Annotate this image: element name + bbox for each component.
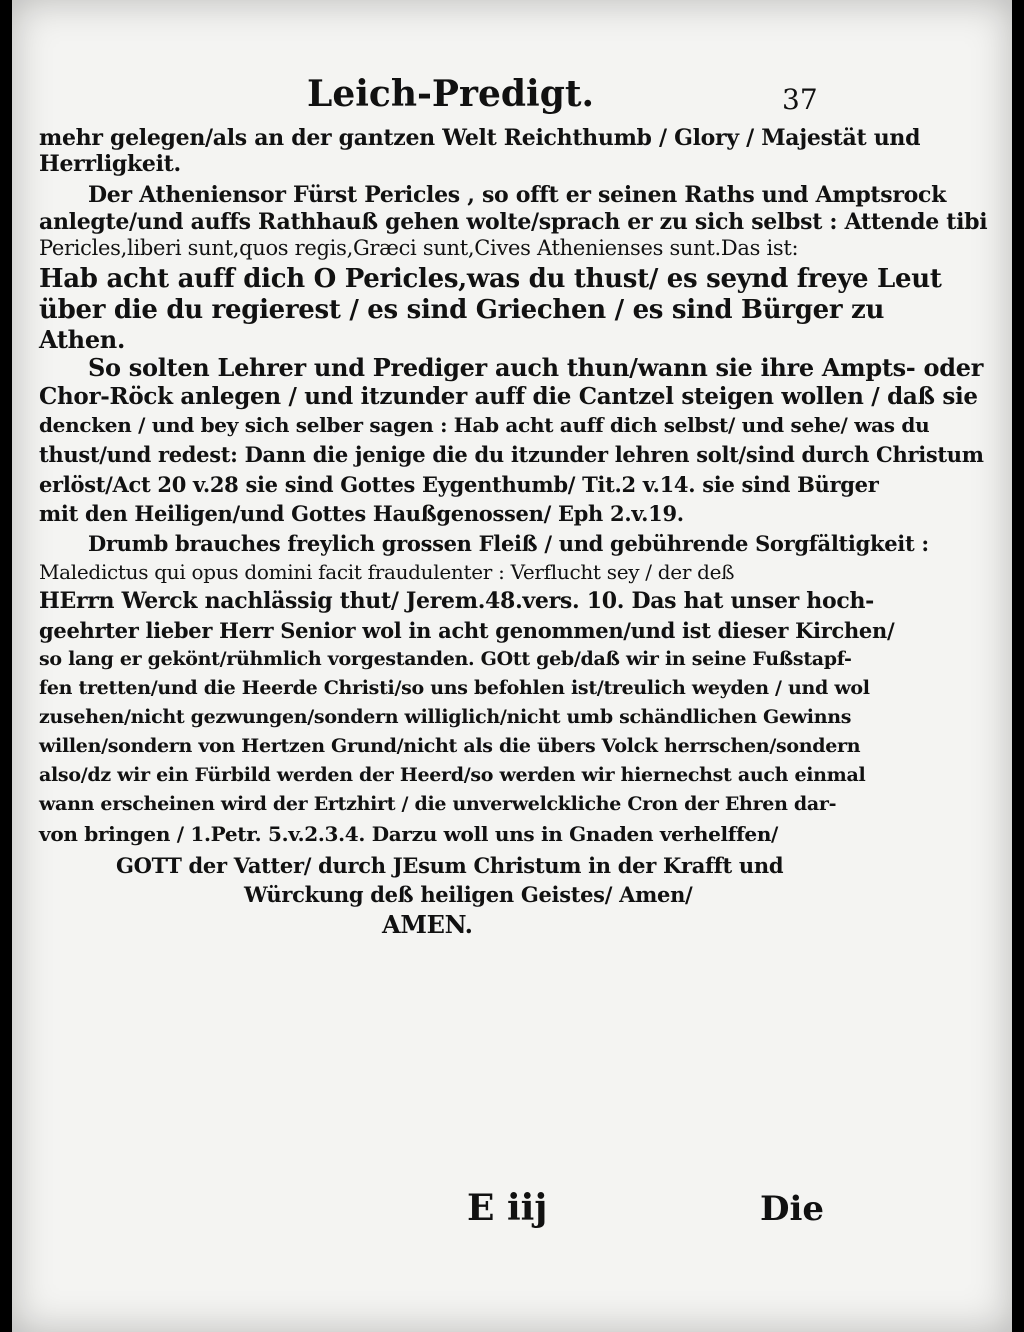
text-line: Hab acht auff dich O Pericles,was du thust/ es seynd freye Leut: [39, 264, 942, 294]
text-line: zusehen/nicht gezwungen/sondern williglich/nicht umb schändlichen Gewinns: [39, 706, 852, 728]
signature-mark: E iij: [467, 1187, 548, 1229]
text-line: von bringen / 1.Petr. 5.v.2.3.4. Darzu woll uns in Gnaden verhelffen/: [39, 822, 779, 846]
catchword: Die: [760, 1189, 825, 1229]
text-line: So solten Lehrer und Prediger auch thun/wann sie ihre Ampts- oder: [88, 353, 984, 382]
text-line: dencken / und bey sich selber sagen : Hab acht auff dich selbst/ und sehe/ was du: [39, 413, 930, 437]
text-line: thust/und redest: Dann die jenige die du itzunder lehren solt/sind durch Christum: [39, 442, 984, 467]
text-line: geehrter lieber Herr Senior wol in acht genommen/und ist dieser Kirchen/: [39, 618, 895, 643]
text-line: willen/sondern von Hertzen Grund/nicht als die übers Volck herrschen/sondern: [39, 735, 861, 757]
text-line: Athen.: [39, 325, 126, 354]
text-line: Würckung deß heiligen Geistes/ Amen/: [244, 882, 693, 907]
running-header-title: Leich-Predigt.: [307, 73, 595, 115]
text-line: wann erscheinen wird der Ertzhirt / die unverwelckliche Cron der Ehren dar-: [39, 793, 837, 815]
text-line: Chor-Röck anlegen / und itzunder auff die Cantzel steigen wollen / daß sie: [39, 383, 978, 410]
text-line: Maledictus qui opus domini facit fraudulenter : Verflucht sey / der deß: [39, 560, 735, 584]
text-line: fen tretten/und die Heerde Christi/so uns befohlen ist/treulich weyden / und wol: [39, 677, 870, 699]
text-line: über die du regierest / es sind Griechen / es sind Bürger zu: [39, 295, 885, 325]
text-line: also/dz wir ein Fürbild werden der Heerd/so werden wir hiernechst auch einmal: [39, 764, 866, 786]
book-page: [12, 0, 1012, 1332]
text-line: GOTT der Vatter/ durch JEsum Christum in der Krafft und: [116, 853, 784, 878]
text-line: AMEN.: [382, 910, 473, 939]
text-line: Drumb brauches freylich grossen Fleiß / und gebührende Sorgfältigkeit :: [88, 531, 929, 556]
text-line: HErrn Werck nachlässig thut/ Jerem.48.vers. 10. Das hat unser hoch-: [39, 588, 875, 614]
text-line: anlegte/und auffs Rathhauß gehen wolte/sprach er zu sich selbst : Attende tibi: [39, 209, 988, 235]
text-line: so lang er gekönt/rühmlich vorgestanden. GOtt geb/daß wir in seine Fußstapf-: [39, 648, 852, 670]
text-line: Der Atheniensor Fürst Pericles , so offt er seinen Raths und Amptsrock: [88, 182, 947, 208]
text-line: Herrligkeit.: [39, 151, 181, 177]
text-line: Pericles,liberi sunt,quos regis,Græci sunt,Cives Athenienses sunt.Das ist:: [39, 236, 799, 260]
text-line: erlöst/Act 20 v.28 sie sind Gottes Eygenthumb/ Tit.2 v.14. sie sind Bürger: [39, 472, 879, 497]
text-line: mehr gelegen/als an der gantzen Welt Reichthumb / Glory / Majestät und: [39, 125, 921, 151]
page-number: 37: [782, 83, 818, 116]
text-line: mit den Heiligen/und Gottes Haußgenossen/ Eph 2.v.19.: [39, 501, 684, 526]
